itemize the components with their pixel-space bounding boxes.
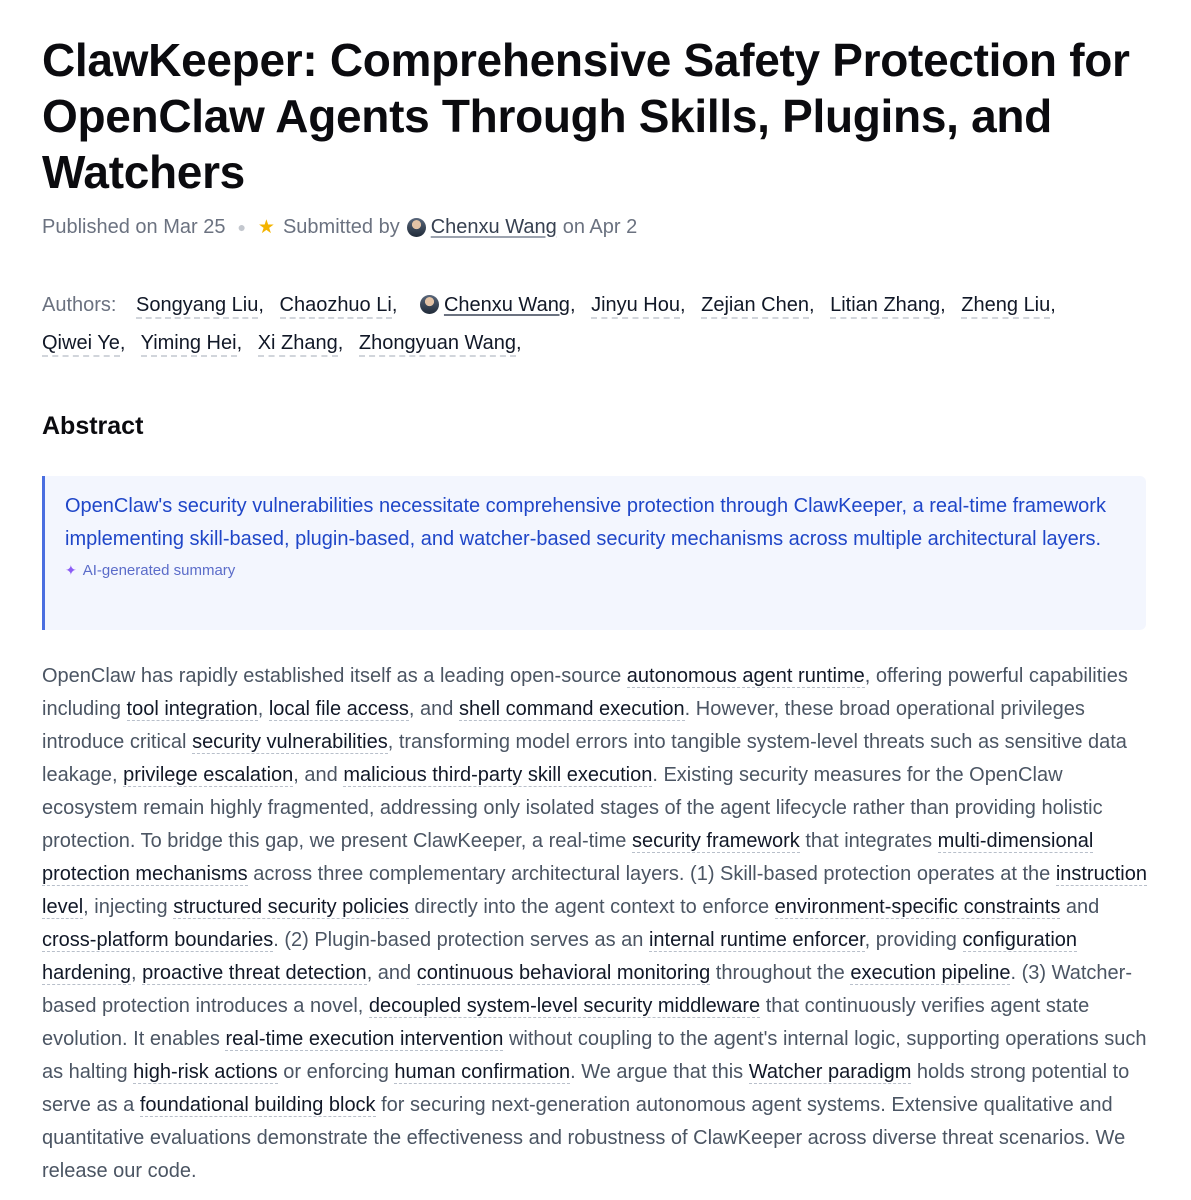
author-link[interactable]: Yiming Hei	[141, 332, 237, 357]
abstract-segment: , transforming model errors into tangible system-level threats such as sensitive data leakage,	[42, 731, 1127, 786]
author-item: Chenxu Wang,	[413, 294, 576, 316]
keyword-link[interactable]: human confirmation	[394, 1061, 571, 1083]
author-link[interactable]: Litian Zhang	[830, 294, 940, 319]
keyword-link[interactable]: tool integration	[126, 698, 258, 720]
abstract-segment: . (2) Plugin-based protection serves as an	[273, 929, 649, 951]
author-item: Chaozhuo Li,	[280, 294, 398, 316]
paper-title: ClawKeeper: Comprehensive Safety Protection for OpenClaw Agents Through Skills, Plugins, and Watchers	[42, 34, 1130, 198]
abstract-segment: directly into the agent context to enforce	[408, 896, 775, 918]
keyword-link[interactable]: execution pipeline	[850, 962, 1011, 984]
keyword-link[interactable]: shell command execution	[458, 698, 685, 720]
author-item: Yiming Hei,	[141, 332, 243, 354]
keyword-link[interactable]: multi-dimensional protection mechanisms	[42, 830, 1094, 885]
abstract-text	[42, 660, 1150, 1188]
author-link[interactable]: Qiwei Ye	[42, 332, 120, 357]
author-link[interactable]: Chenxu Wang	[443, 294, 570, 316]
ai-summary-box	[42, 476, 1146, 630]
author-link[interactable]: Zheng Liu	[961, 294, 1050, 319]
abstract-segment: . We argue that this	[570, 1061, 749, 1083]
abstract-segment: OpenClaw has rapidly established itself as a leading open-source	[42, 665, 627, 687]
author-item: Jinyu Hou,	[591, 294, 686, 316]
author-link[interactable]: Xi Zhang	[258, 332, 338, 357]
author-item: Songyang Liu,	[136, 294, 264, 316]
star-icon: ★	[257, 216, 275, 238]
keyword-link[interactable]: instruction level	[42, 863, 1147, 918]
abstract-segment: and	[1060, 896, 1100, 918]
author-avatar	[420, 295, 439, 314]
abstract-segment: . Existing security measures for the OpenClaw ecosystem remain highly fragmented, addressing only isolated stages of the agent lifecycle rather than providing holistic protection. To bridge this gap, we present ClawKeeper, a real-time	[42, 764, 1103, 852]
sparkle-icon: ✦	[65, 562, 77, 578]
abstract-segment: across three complementary architectural layers. (1) Skill-based protection operates at the	[247, 863, 1056, 885]
keyword-link[interactable]: environment-specific constraints	[774, 896, 1061, 918]
submitted-by-label: Submitted by	[282, 215, 400, 238]
abstract-segment: for securing next-generation autonomous agent systems. Extensive qualitative and quantitative evaluations demonstrate the effectiveness and robustness of ClawKeeper across diverse threat scenarios. We release our code.	[42, 1094, 1126, 1182]
keyword-link[interactable]: privilege escalation	[123, 764, 294, 786]
abstract-segment: that continuously verifies agent state evolution. It enables	[42, 995, 1090, 1050]
authors-label: Authors:	[42, 294, 117, 316]
keyword-link[interactable]: Watcher paradigm	[748, 1061, 912, 1083]
abstract-segment: , and	[366, 962, 417, 984]
keyword-link[interactable]: cross-platform boundaries	[42, 929, 274, 951]
author-item: Litian Zhang,	[830, 294, 946, 316]
keyword-link[interactable]: security vulnerabilities	[192, 731, 388, 753]
abstract-segment: holds strong potential to serve as a	[42, 1061, 1130, 1116]
keyword-link[interactable]: high-risk actions	[133, 1061, 278, 1083]
authors-list	[42, 286, 1152, 362]
abstract-segment: , and	[293, 764, 344, 786]
keyword-link[interactable]: local file access	[268, 698, 409, 720]
abstract-heading: Abstract	[42, 412, 144, 440]
keyword-link[interactable]: malicious third-party skill execution	[343, 764, 653, 786]
author-item: Qiwei Ye,	[42, 332, 125, 354]
abstract-segment: , offering powerful capabilities including	[42, 665, 1128, 720]
abstract-segment: or enforcing	[277, 1061, 395, 1083]
keyword-link[interactable]: internal runtime enforcer	[648, 929, 865, 951]
author-link[interactable]: Chaozhuo Li	[280, 294, 392, 319]
abstract-segment: ,	[130, 962, 143, 984]
abstract-segment: , and	[408, 698, 459, 720]
published-date: Published on Mar 25	[42, 215, 226, 238]
publication-meta	[42, 212, 637, 242]
keyword-link[interactable]: autonomous agent runtime	[626, 665, 865, 687]
author-link[interactable]: Zhongyuan Wang	[359, 332, 516, 357]
abstract-segment: throughout the	[710, 962, 851, 984]
abstract-segment: . However, these broad operational privileges introduce critical	[42, 698, 1085, 753]
keyword-link[interactable]: foundational building block	[139, 1094, 376, 1116]
keyword-link[interactable]: configuration hardening	[42, 929, 1078, 984]
ai-summary-text: OpenClaw's security vulnerabilities necessitate comprehensive protection through ClawKeeper, a real-time framework implementing skill-based, plugin-based, and watcher-based security mechanisms across multiple architectural layers.	[65, 495, 1106, 550]
author-link[interactable]: Jinyu Hou	[591, 294, 680, 319]
author-link[interactable]: Zejian Chen	[701, 294, 809, 319]
abstract-segment: without coupling to the agent's internal logic, supporting operations such as halting	[42, 1028, 1147, 1083]
abstract-segment: that integrates	[799, 830, 938, 852]
keyword-link[interactable]: decoupled system-level security middleware	[368, 995, 761, 1017]
abstract-segment: . (3) Watcher-based protection introduces a novel,	[42, 962, 1132, 1017]
keyword-link[interactable]: security framework	[631, 830, 800, 852]
ai-summary-label: AI-generated summary	[82, 562, 236, 579]
author-item: Xi Zhang,	[258, 332, 344, 354]
author-link[interactable]: Songyang Liu	[136, 294, 258, 319]
keyword-link[interactable]: real-time execution intervention	[225, 1028, 504, 1050]
author-item: Zhongyuan Wang,	[359, 332, 522, 354]
abstract-segment: ,	[257, 698, 269, 720]
abstract-segment: , injecting	[83, 896, 174, 918]
submitter-link[interactable]: Chenxu Wang	[430, 215, 557, 238]
author-item: Zheng Liu,	[961, 294, 1056, 316]
keyword-link[interactable]: continuous behavioral monitoring	[416, 962, 711, 984]
separator-dot: ●	[237, 219, 246, 235]
submitted-date: on Apr 2	[562, 215, 638, 238]
keyword-link[interactable]: proactive threat detection	[142, 962, 367, 984]
submitter-avatar	[407, 218, 426, 237]
keyword-link[interactable]: structured security policies	[173, 896, 409, 918]
author-item: Zejian Chen,	[701, 294, 814, 316]
abstract-segment: , providing	[864, 929, 963, 951]
ai-summary-note	[65, 562, 1126, 579]
